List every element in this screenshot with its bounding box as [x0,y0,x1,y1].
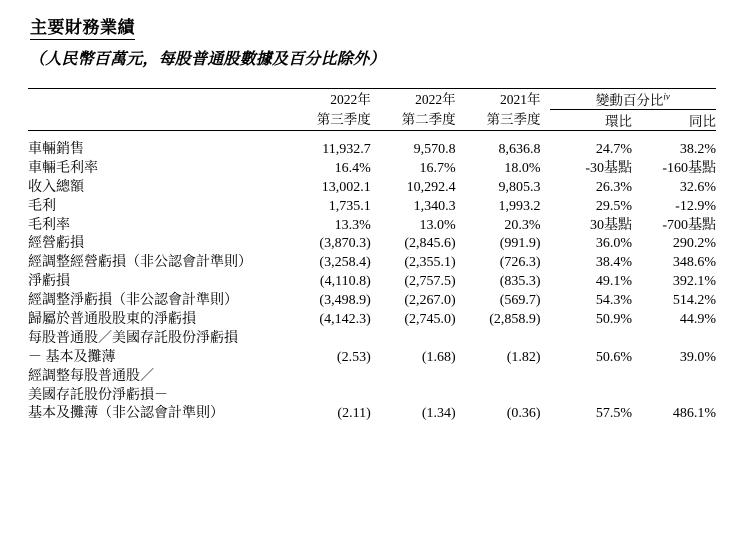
value-q3-2022: 11,932.7 [322,142,371,157]
value-yoy: 32.6% [679,179,716,195]
header-spacer-row [28,131,716,142]
value-qoq: 26.3% [595,179,633,195]
value-q3-2022 [286,368,371,387]
table-row [28,292,716,311]
row-gap [541,235,550,254]
value-q3-2021 [456,368,541,387]
value-qoq: 50.9% [595,312,633,328]
value-q2-2022 [371,330,456,349]
row-gap [541,160,550,179]
value-q3-2021 [456,387,541,406]
header-col2-quarter: 第二季度 [401,112,456,128]
header-change-footnote-mark: iv [663,91,670,102]
value-qoq: 54.3% [595,293,633,309]
header-qoq: 環比 [605,114,633,129]
value-yoy: 290.2% [672,236,716,252]
value-q3-2021: (0.36) [506,406,541,422]
value-q3-2021: (726.3) [499,255,541,271]
value-yoy: -700基點 [662,217,716,233]
value-q3-2021: (835.3) [499,274,541,290]
row-label: 車輛銷售 [28,142,84,157]
row-label: 經調整每股普通股／ [28,368,154,384]
table-row [28,405,716,424]
value-qoq: 29.5% [595,198,633,214]
value-q3-2022: 1,735.1 [328,198,371,214]
row-label: 經調整經營虧損（非公認會計準則） [28,255,252,271]
value-q3-2021: 20.3% [504,217,541,233]
value-q3-2022: (2.11) [337,406,371,422]
value-yoy: 486.1% [672,406,716,422]
value-q3-2021: (569.7) [499,293,541,309]
value-q3-2021: (1.82) [506,349,541,365]
table-row [28,141,716,160]
page-subtitle: （人民幣百萬元，每股普通股數據及百分比除外） [29,51,386,68]
table-row [28,311,716,330]
row-label: 歸屬於普通股股東的淨虧損 [28,312,196,328]
value-yoy: 44.9% [679,312,716,328]
table-row [28,349,716,368]
value-q3-2021: 18.0% [504,160,541,176]
value-q3-2021: (991.9) [499,236,541,252]
row-gap [541,292,550,311]
value-q2-2022: 16.7% [419,160,456,176]
value-qoq: 57.5% [595,406,633,422]
header-gap-1 [541,89,550,110]
value-q2-2022: 9,570.8 [413,142,456,157]
table-row [28,235,716,254]
value-qoq [550,330,632,349]
value-q3-2022: (4,110.8) [319,274,371,290]
value-yoy [632,330,716,349]
value-q3-2021 [456,330,541,349]
value-q2-2022: (2,745.0) [404,312,456,328]
row-label: 經營虧損 [28,236,84,252]
row-label: 車輛毛利率 [28,160,98,176]
value-q3-2021: 9,805.3 [498,179,541,195]
header-col3-year: 2021年 [456,89,541,110]
value-qoq: 36.0% [595,236,633,252]
table-row [28,217,716,236]
header-yoy: 同比 [689,114,716,129]
row-gap [541,368,550,387]
header-gap-2 [541,110,550,131]
table-row [28,330,716,349]
value-yoy: 514.2% [672,293,716,309]
value-yoy: 38.2% [679,142,716,157]
row-gap [541,254,550,273]
table-row [28,160,716,179]
value-q3-2022: (4,142.3) [319,312,371,328]
value-q2-2022: 1,340.3 [413,198,456,214]
value-yoy [632,368,716,387]
header-col1-quarter: 第三季度 [316,112,371,128]
row-gap [541,273,550,292]
value-q2-2022: (1.68) [421,349,456,365]
value-qoq: 30基點 [590,217,633,233]
row-gap [541,179,550,198]
value-qoq [550,368,632,387]
value-q3-2021: 8,636.8 [498,142,541,157]
row-gap [541,198,550,217]
row-label: 毛利 [28,198,56,214]
row-gap [541,217,550,236]
value-q2-2022: (2,267.0) [404,293,456,309]
table-header-row-2 [28,110,716,131]
row-gap [541,311,550,330]
table-row [28,387,716,406]
value-q3-2021: 1,993.2 [498,198,541,214]
row-label: 經調整淨虧損（非公認會計準則） [28,293,238,309]
table-row [28,179,716,198]
table-body [28,141,716,424]
value-yoy: 348.6% [672,255,716,271]
table-row [28,368,716,387]
value-q3-2022: 13,002.1 [321,179,371,195]
row-label: － 基本及攤薄 [28,349,116,365]
header-col2-year: 2022年 [371,89,456,110]
row-gap [541,330,550,349]
value-q2-2022: (2,845.6) [404,236,456,252]
value-yoy: 392.1% [672,274,716,290]
value-q3-2022: 13.3% [334,217,371,233]
header-change-label: 變動百分比 [595,93,664,108]
header-blank-2 [28,110,286,131]
row-label: 美國存託股份淨虧損－ [28,387,168,403]
value-qoq [550,387,632,406]
value-yoy: -12.9% [675,198,716,214]
row-label: 每股普通股／美國存託股份淨虧損 [28,330,238,346]
value-q2-2022: (1.34) [421,406,456,422]
value-q3-2022: (3,258.4) [319,255,371,271]
table-row [28,254,716,273]
header-spacer-cell [28,131,716,142]
header-change-group [550,89,716,110]
value-q3-2021: (2,858.9) [489,312,541,328]
value-q3-2022: 16.4% [334,160,371,176]
table-row [28,198,716,217]
row-label: 毛利率 [28,217,70,233]
value-q2-2022: (2,757.5) [404,274,456,290]
row-label: 淨虧損 [28,274,70,290]
table-header-row-1 [28,89,716,110]
value-q3-2022 [286,330,371,349]
value-q2-2022: 13.0% [419,217,456,233]
value-qoq: 49.1% [595,274,633,290]
value-q3-2022 [286,387,371,406]
value-qoq: 24.7% [595,142,633,157]
page-title: 主要財務業績 [30,18,135,40]
value-q2-2022: 10,292.4 [406,179,456,195]
value-yoy [632,387,716,406]
header-blank-1 [28,89,286,110]
row-label: 基本及攤薄（非公認會計準則） [28,406,224,422]
header-col3-quarter: 第三季度 [486,112,541,128]
value-qoq: 38.4% [595,255,633,271]
row-label: 收入總額 [28,179,84,195]
value-q2-2022 [371,368,456,387]
value-qoq: -30基點 [585,160,633,176]
row-gap [541,349,550,368]
financial-table [28,88,716,424]
header-col1-year: 2022年 [286,89,371,110]
value-yoy: 39.0% [679,349,716,365]
value-qoq: 50.6% [595,349,633,365]
value-q2-2022: (2,355.1) [404,255,456,271]
row-gap [541,405,550,424]
value-q2-2022 [371,387,456,406]
value-q3-2022: (2.53) [336,349,371,365]
row-gap [541,387,550,406]
value-yoy: -160基點 [662,160,716,176]
value-q3-2022: (3,498.9) [319,293,371,309]
table-row [28,273,716,292]
row-gap [541,141,550,160]
value-q3-2022: (3,870.3) [319,236,371,252]
